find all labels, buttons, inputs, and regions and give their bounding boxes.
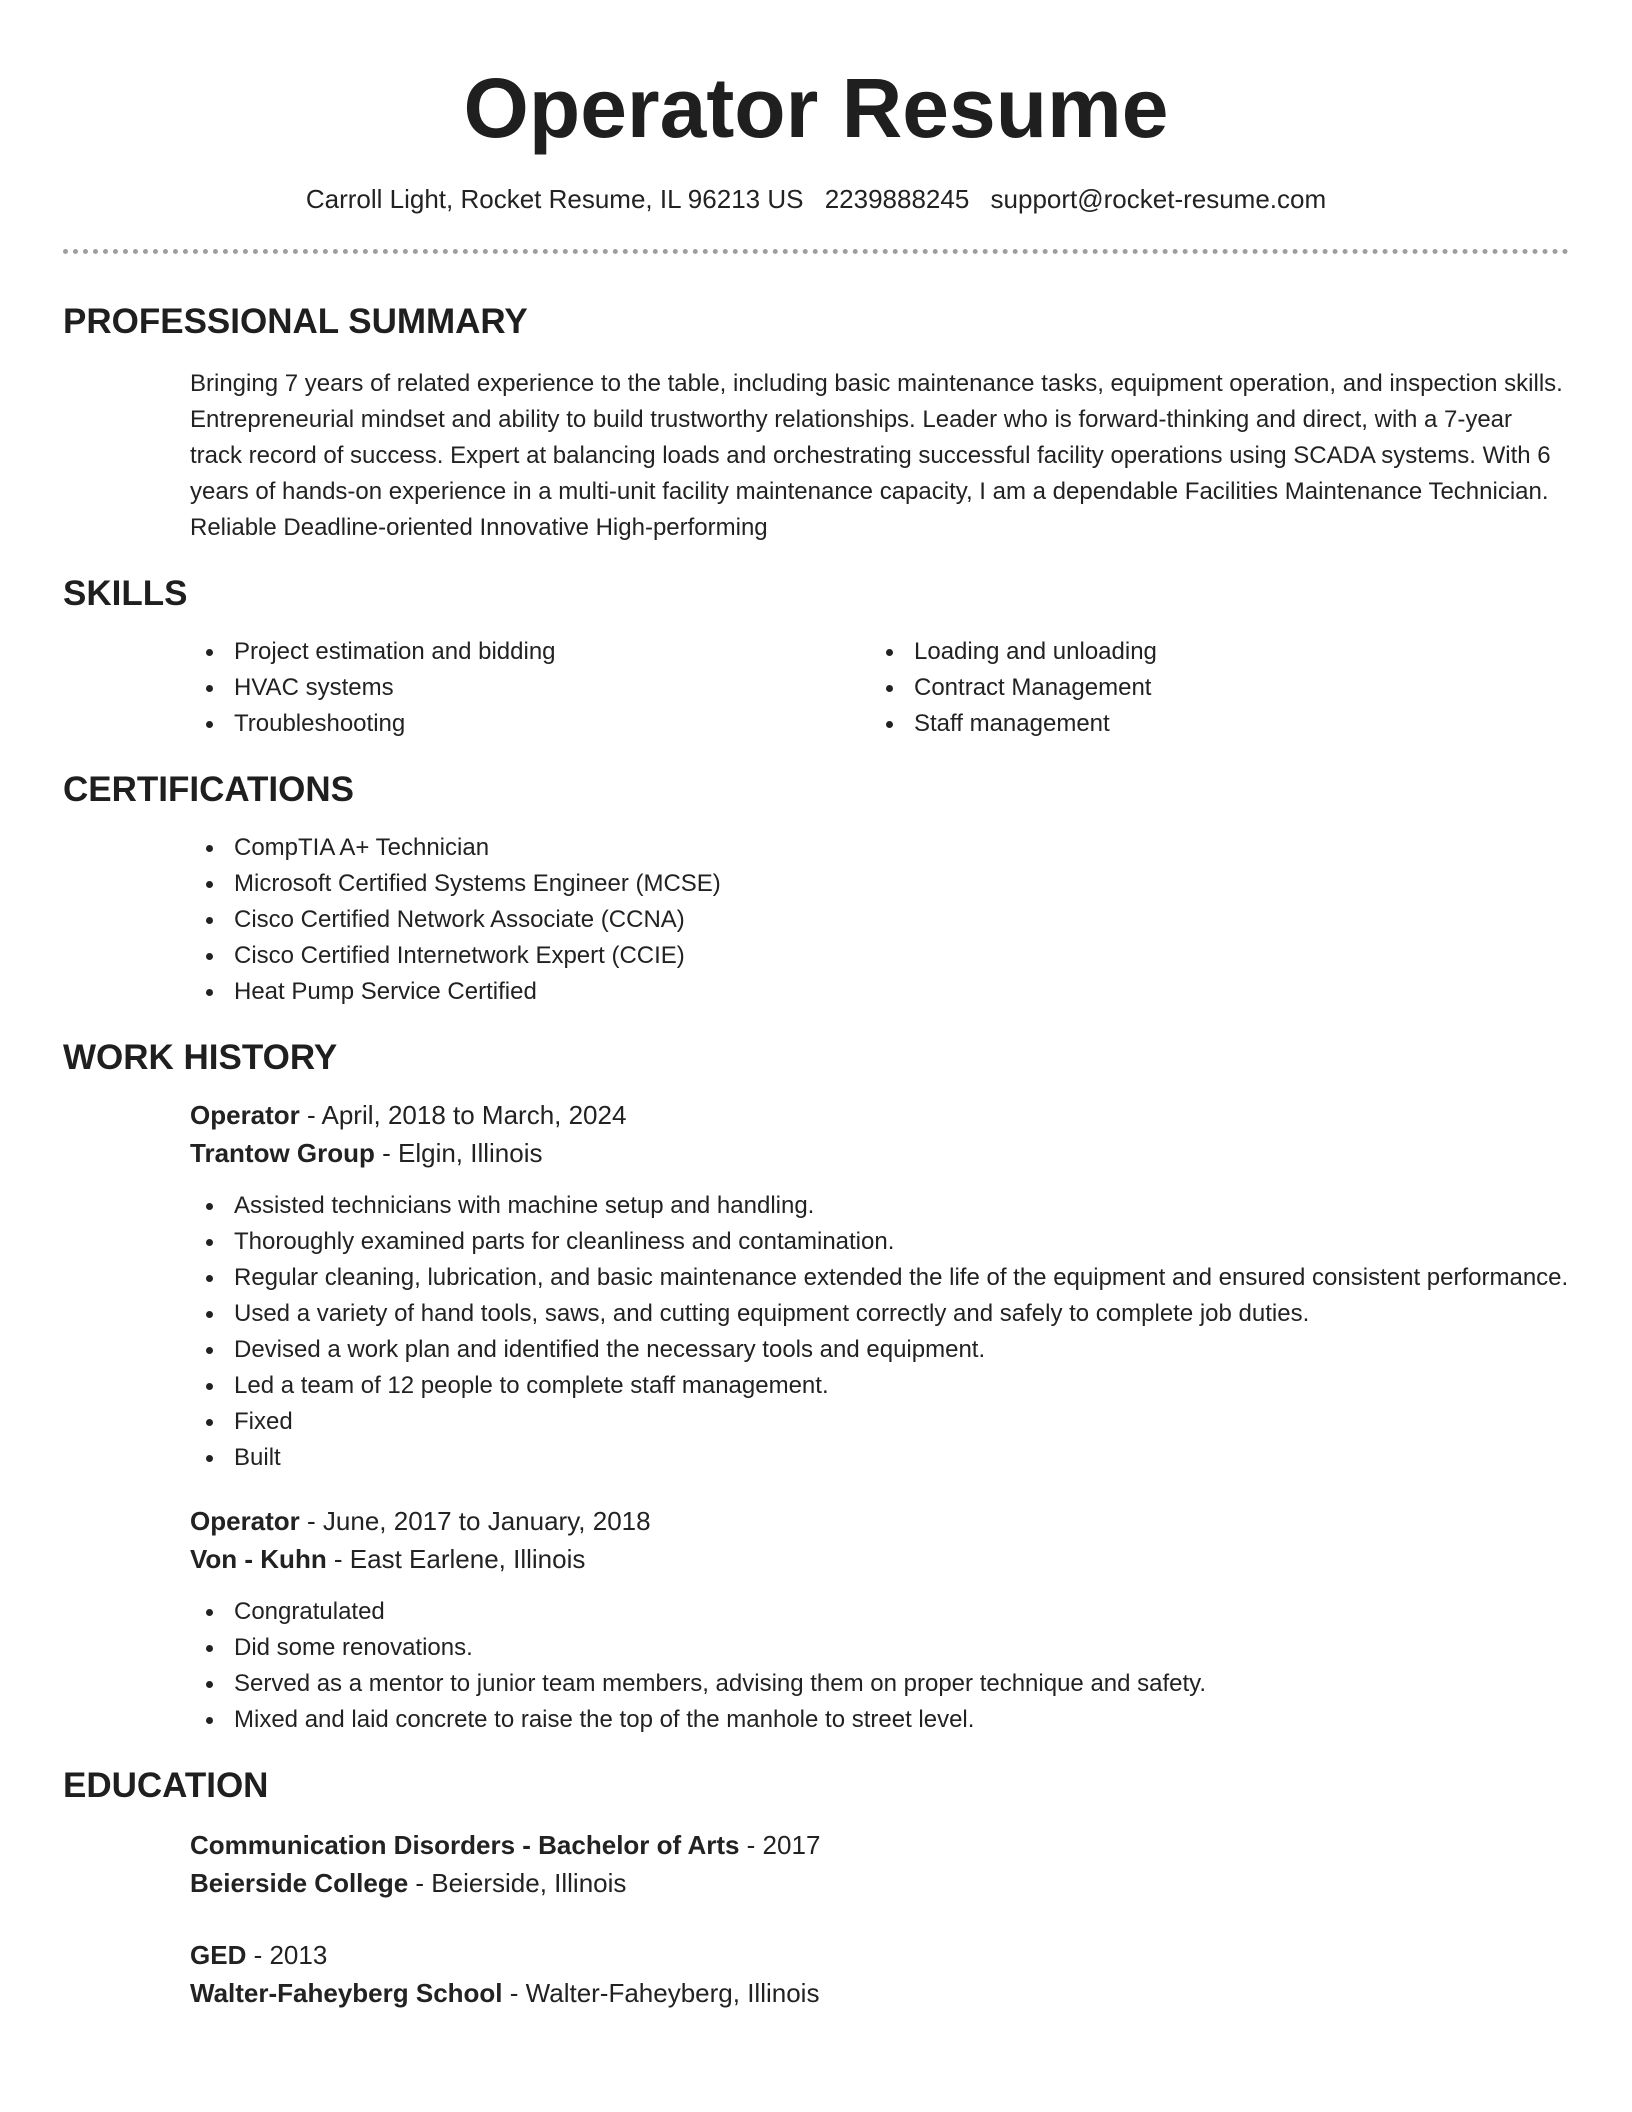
job-entry <box>190 1096 1569 1476</box>
skill-item: Contract Management <box>870 670 1550 706</box>
education-school-line <box>190 1864 1569 1902</box>
education-degree-line <box>190 1826 1569 1864</box>
job-duties <box>190 1594 1569 1738</box>
certifications-heading: CERTIFICATIONS <box>63 770 355 809</box>
job-duty: Mixed and laid concrete to raise the top of the manhole to street level. <box>190 1702 1569 1738</box>
job-dates: - April, 2018 to March, 2024 <box>299 1100 627 1130</box>
job-company: Trantow Group <box>190 1138 375 1168</box>
summary-heading: PROFESSIONAL SUMMARY <box>63 302 528 341</box>
job-duty: Congratulated <box>190 1594 1569 1630</box>
job-duty: Built <box>190 1440 1569 1476</box>
certification-item: Heat Pump Service Certified <box>190 974 1569 1010</box>
skill-item: Project estimation and bidding <box>190 634 870 670</box>
education-degree: Communication Disorders - Bachelor of Arts <box>190 1830 740 1860</box>
education-heading: EDUCATION <box>63 1766 269 1805</box>
certification-item: Cisco Certified Internetwork Expert (CCIE) <box>190 938 1569 974</box>
job-location: - East Earlene, Illinois <box>326 1544 586 1574</box>
education-school: Walter-Faheyberg School <box>190 1978 503 2008</box>
job-location: - Elgin, Illinois <box>374 1138 543 1168</box>
job-role: Operator <box>190 1506 300 1536</box>
job-duty: Regular cleaning, lubrication, and basic maintenance extended the life of the equipment and ensured consistent performance. <box>190 1260 1569 1296</box>
education-school: Beierside College <box>190 1868 409 1898</box>
skill-item: Staff management <box>870 706 1550 742</box>
job-company-line <box>190 1134 1569 1172</box>
contact-address: Carroll Light, Rocket Resume, IL 96213 US <box>305 184 804 214</box>
contact-email: support@rocket-resume.com <box>990 184 1327 214</box>
job-duties <box>190 1188 1569 1476</box>
resume-title: Operator Resume <box>463 61 1169 155</box>
certification-item: Cisco Certified Network Associate (CCNA) <box>190 902 1569 938</box>
job-company-line <box>190 1540 1569 1578</box>
job-duty: Served as a mentor to junior team members, advising them on proper technique and safety. <box>190 1666 1569 1702</box>
contact-phone: 2239888245 <box>824 184 970 214</box>
education-location: - Beierside, Illinois <box>408 1868 627 1898</box>
job-entry <box>190 1502 1569 1738</box>
education-school-line <box>190 1974 1569 2012</box>
education-degree: GED <box>190 1940 247 1970</box>
job-duty: Used a variety of hand tools, saws, and cutting equipment correctly and safely to complete job duties. <box>190 1296 1569 1332</box>
job-role-line <box>190 1096 1569 1134</box>
skill-item: Troubleshooting <box>190 706 870 742</box>
job-duty: Fixed <box>190 1404 1569 1440</box>
job-dates: - June, 2017 to January, 2018 <box>299 1506 651 1536</box>
certification-item: CompTIA A+ Technician <box>190 830 1569 866</box>
certification-item: Microsoft Certified Systems Engineer (MCSE) <box>190 866 1569 902</box>
skills-heading: SKILLS <box>63 574 188 613</box>
education-degree-line <box>190 1936 1569 1974</box>
job-duty: Thoroughly examined parts for cleanliness and contamination. <box>190 1224 1569 1260</box>
education-year: - 2013 <box>246 1940 328 1970</box>
job-duty: Devised a work plan and identified the necessary tools and equipment. <box>190 1332 1569 1368</box>
job-duty: Led a team of 12 people to complete staff management. <box>190 1368 1569 1404</box>
education-entry <box>190 1936 1569 2012</box>
education-year: - 2017 <box>739 1830 821 1860</box>
skills-column-right <box>870 634 1550 742</box>
certifications-list <box>190 830 1569 1010</box>
skill-item: HVAC systems <box>190 670 870 706</box>
job-role: Operator <box>190 1100 300 1130</box>
job-duty: Assisted technicians with machine setup and handling. <box>190 1188 1569 1224</box>
skill-item: Loading and unloading <box>870 634 1550 670</box>
job-company: Von - Kuhn <box>190 1544 327 1574</box>
skills-list <box>190 634 1569 742</box>
job-role-line <box>190 1502 1569 1540</box>
contact-line <box>63 182 1569 216</box>
job-duty: Did some renovations. <box>190 1630 1569 1666</box>
skills-column-left <box>190 634 870 742</box>
summary-text: Bringing 7 years of related experience to the table, including basic maintenance tasks, equipment operation, and inspection skills. Entrepreneurial mindset and ability to build trustworthy relationships. Leader who is forward-thinking and direct, with a 7-year track record of success. Expert at balancing loads and orchestrating successful facility operations using SCADA systems. With 6 years of hands-on experience in a multi-unit facility maintenance capacity, I am a dependable Facilities Maintenance Technician. Reliable Deadline-oriented Innovative High-performing <box>190 370 1563 541</box>
education-location: - Walter-Faheyberg, Illinois <box>502 1978 820 2008</box>
header-divider <box>63 249 1569 254</box>
work-history-heading: WORK HISTORY <box>63 1038 338 1077</box>
education-entry <box>190 1826 1569 1902</box>
